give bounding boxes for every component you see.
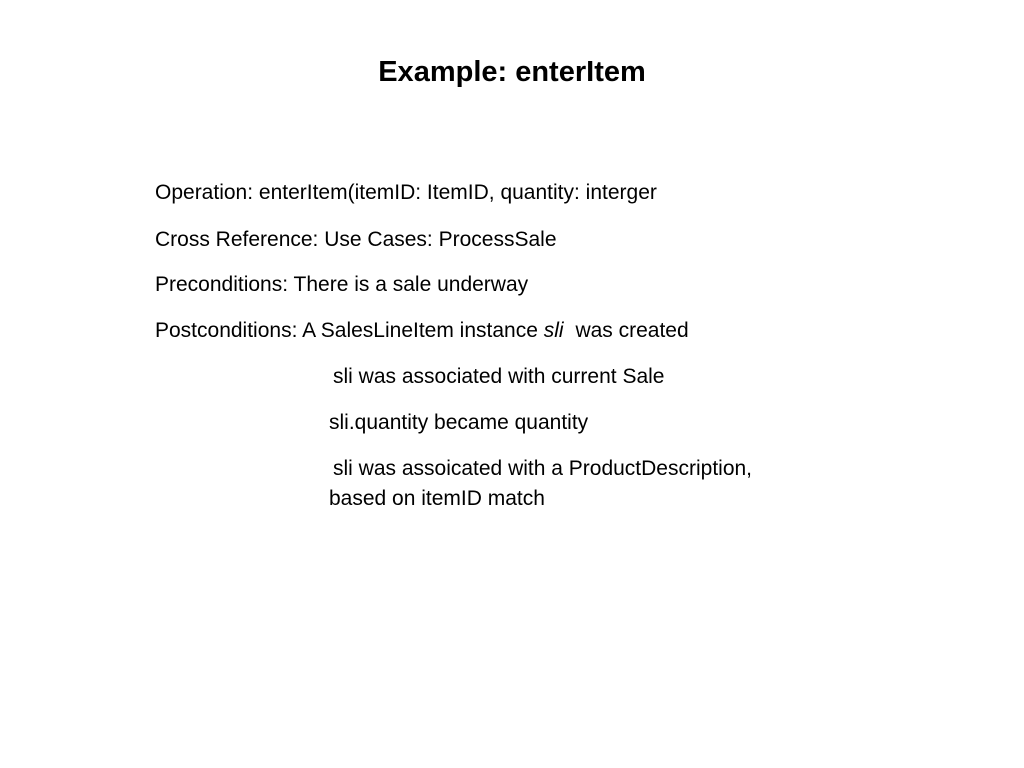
postconditions-lead: Postconditions: A SalesLineItem instance xyxy=(155,319,544,342)
postconditions-line xyxy=(155,316,689,346)
slide-title: Example: enterItem xyxy=(378,56,646,88)
postcondition-item: sli was associated with current Sale xyxy=(333,365,665,388)
cross-reference-line: Cross Reference: Use Cases: ProcessSale xyxy=(155,228,557,251)
preconditions-line: Preconditions: There is a sale underway xyxy=(155,273,529,296)
operation-line: Operation: enterItem(itemID: ItemID, quantity: interger xyxy=(155,181,657,204)
postconditions-italic-term: sli xyxy=(543,319,564,342)
postcondition-item: sli.quantity became quantity xyxy=(329,411,589,434)
postcondition-item: sli was assoicated with a ProductDescription, based on itemID match xyxy=(329,457,753,510)
postconditions-trail: was created xyxy=(575,319,689,342)
